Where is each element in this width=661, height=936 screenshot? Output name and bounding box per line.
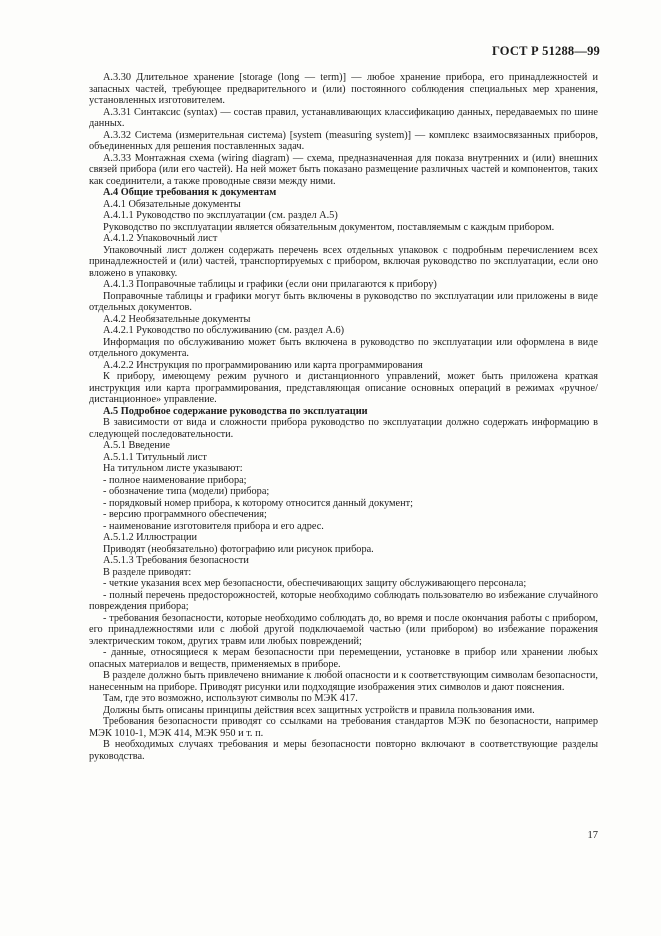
paragraph: А.4.1.2 Упаковочный лист — [103, 233, 218, 244]
paragraph: А.5.1.1 Титульный лист — [103, 451, 207, 463]
list-item: - наименование изготовителя прибора и его адрес. — [103, 520, 324, 532]
paragraph: А.3.32 Система (измерительная система) [system (measuring system)] — комплекс взаимосвязанных приборов, объединенных для решения поставленных задач. — [89, 129, 598, 152]
paragraph: - четкие указания всех мер безопасности, обеспечивающих защиту обслуживающего персонала; — [103, 578, 527, 589]
paragraph: А.4.1 Обязательные документы — [103, 198, 241, 210]
document-header: ГОСТ Р 51288—99 — [491, 44, 600, 58]
paragraph: А.3.33 Монтажная схема (wiring diagram) — схема, предназначенная для показа внутренних и (или) внешних связей прибора (или его частей). На ней может быть показано размещение различных частей и компонентов, таких как соединители, а также проводные связи между ними. — [89, 152, 598, 187]
paragraph: А.4.2.2 Инструкция по программированию или карта программирования — [103, 359, 423, 371]
paragraph: - полный перечень предосторожностей, которые необходимо соблюдать пользователю во избежание случайного повреждения прибора; — [89, 589, 598, 612]
paragraph: А.3.30 Длительное хранение [storage (long — term)] — любое хранение прибора, его принадлежностей и запасных частей, требующее предварительного и (или) постоянного соблюдения специальных мер хранения, установленных изготовителем. — [89, 72, 598, 106]
list-item: - обозначение типа (модели) прибора; — [103, 486, 270, 497]
paragraph: А.4.1.3 Поправочные таблицы и графики (если они прилагаются к прибору) — [103, 279, 437, 290]
paragraph: В необходимых случаях требования и меры безопасности повторно включают в соответствующие разделы руководства. — [89, 739, 598, 762]
paragraph: Должны быть описаны принципы действия всех защитных устройств и правила пользования ими. — [103, 704, 535, 716]
page-number: 17 — [587, 830, 598, 841]
paragraph: Руководство по эксплуатации является обязательным документом, поставляемым с каждым прибором. — [103, 221, 555, 233]
paragraph: На титульном листе указывают: — [103, 463, 243, 474]
paragraph: Там, где это возможно, используют символы по МЭК 417. — [103, 693, 358, 704]
paragraph: Упаковочный лист должен содержать перечень всех отдельных упаковок с подробным перечислением всех принадлежностей и (или) частей, транспортируемых с прибором, включая руководство по эксплуатации, если оно вложено в упаковку. — [89, 244, 598, 279]
list-item: - порядковый номер прибора, к которому относится данный документ; — [103, 497, 413, 509]
paragraph: А.5.1.3 Требования безопасности — [103, 555, 249, 566]
paragraph: А.5.1.2 Иллюстрации — [103, 532, 198, 543]
paragraph: В разделе приводят: — [103, 566, 192, 578]
paragraph: К прибору, имеющему режим ручного и дистанционного управлений, может быть приложена краткая инструкция или карта программирования, представляющая описание основных операций в режимах «ручное/дистанционное» управление. — [89, 371, 598, 405]
paragraph: В разделе должно быть привлечено внимание к любой опасности и к соответствующим символам безопасности, нанесенным на приборе. Приводят рисунки или подходящие изображения этих символов и дают пояснения. — [89, 670, 598, 693]
document-body — [89, 72, 598, 762]
paragraph: А.5.1 Введение — [103, 440, 170, 451]
paragraph: Требования безопасности приводят со ссылками на требования стандартов МЭК по безопасности, например МЭК 1010-1, МЭК 414, МЭК 950 и т. п. — [89, 716, 598, 739]
section-heading: А.4 Общие требования к документам — [103, 187, 277, 198]
paragraph: Информация по обслуживанию может быть включена в руководство по эксплуатации или оформлена в виде отдельного документа. — [89, 336, 598, 359]
paragraph: А.4.2.1 Руководство по обслуживанию (см. раздел А.6) — [103, 325, 345, 336]
section-heading: А.5 Подробное содержание руководства по эксплуатации — [103, 405, 368, 417]
paragraph: А.4.1.1 Руководство по эксплуатации (см. раздел А.5) — [103, 210, 338, 221]
list-item: - версию программного обеспечения; — [103, 509, 267, 520]
paragraph: Поправочные таблицы и графики могут быть включены в руководство по эксплуатации или приложены в виде отдельных документов. — [89, 290, 598, 313]
paragraph: А.4.2 Необязательные документы — [103, 313, 251, 325]
paragraph: В зависимости от вида и сложности прибора руководство по эксплуатации должно содержать информацию в следующей последовательности. — [89, 417, 598, 440]
paragraph: А.3.31 Синтаксис (syntax) — состав правил, устанавливающих классификацию данных, передаваемых по шине данных. — [89, 106, 598, 129]
list-item: - полное наименование прибора; — [103, 474, 247, 486]
paragraph: - данные, относящиеся к мерам безопасности при перемещении, установке в прибор или хранении любых опасных материалов и веществ, применяемых в приборе. — [89, 647, 598, 670]
paragraph: Приводят (необязательно) фотографию или рисунок прибора. — [103, 543, 374, 555]
paragraph: - требования безопасности, которые необходимо соблюдать до, во время и после окончания работы с прибором, его принадлежностями или с любой другой подключаемой частью (или прибором) во избежание поражения электрическим током, других травм или любых повреждений; — [89, 612, 598, 647]
